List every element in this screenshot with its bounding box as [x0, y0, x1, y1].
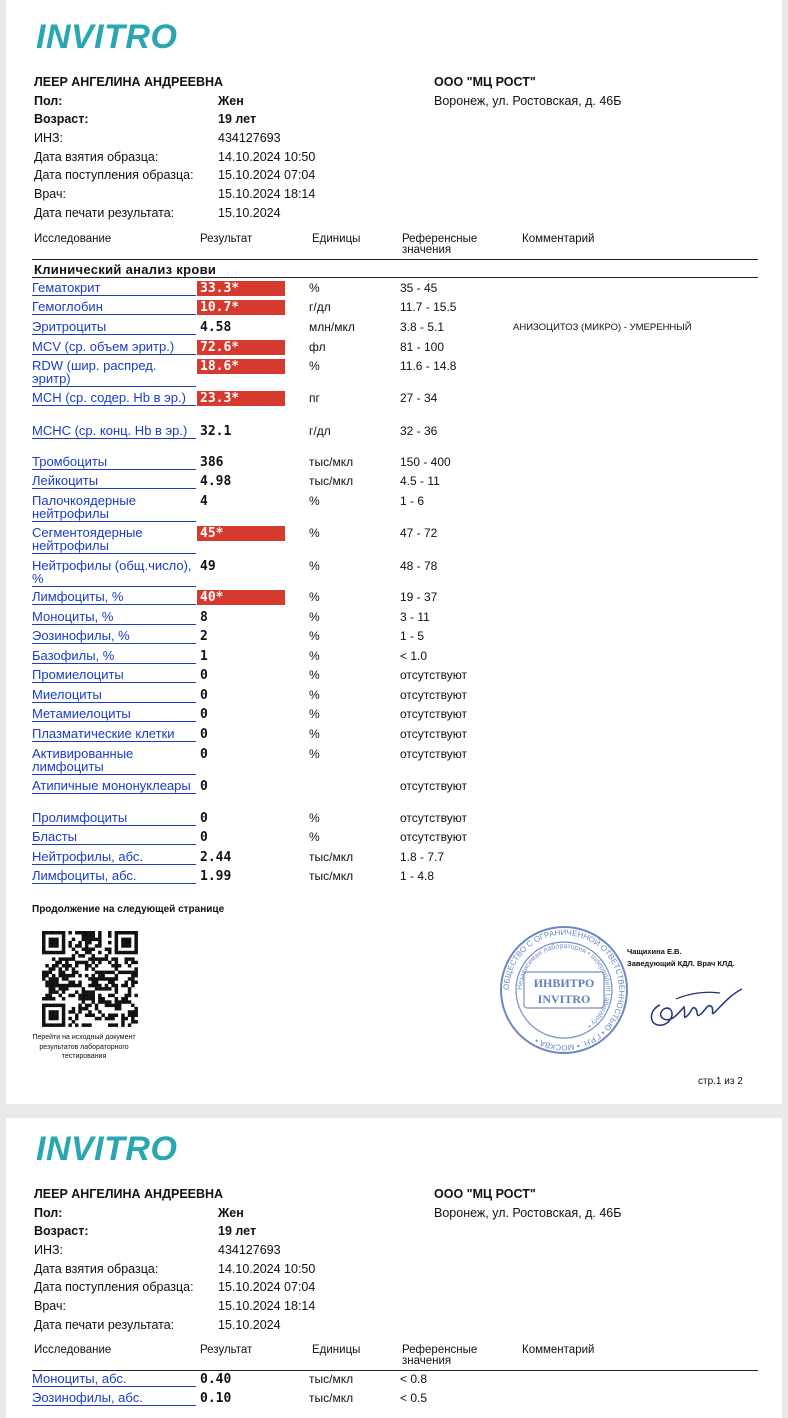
reference-range: отсутствуют — [400, 707, 467, 721]
stamp-title-latin: INVITRO — [537, 992, 591, 1006]
reference-range: отсутствуют — [400, 688, 467, 702]
result-value-abnormal: 10.7* — [197, 300, 285, 315]
result-value: 4 — [200, 494, 208, 509]
result-units: г/дл — [309, 424, 331, 438]
result-units: % — [309, 727, 320, 741]
invitro-logo: INVITRO — [36, 18, 178, 56]
reference-range: 32 - 36 — [400, 424, 438, 438]
handwritten-signature — [646, 975, 746, 1035]
test-name-link[interactable]: Пролимфоциты — [32, 811, 196, 826]
result-units: тыс/мкл — [309, 869, 354, 883]
test-name-link[interactable]: Сегментоядерные нейтрофилы — [32, 526, 196, 554]
qr-code[interactable] — [38, 927, 142, 1031]
field-value: Жен — [218, 94, 244, 108]
test-name-link[interactable]: Палочкоядерные нейтрофилы — [32, 494, 196, 522]
test-name-link[interactable]: Моноциты, абс. — [32, 1372, 196, 1387]
lab-address: Воронеж, ул. Ростовская, д. 46Б — [434, 1206, 622, 1220]
result-units: % — [309, 494, 320, 508]
header-study: Исследование — [34, 1344, 112, 1356]
test-name-link[interactable]: Бласты — [32, 830, 196, 845]
result-value: 0 — [200, 811, 208, 826]
result-value-abnormal: 23.3* — [197, 391, 285, 406]
test-name-link[interactable]: Эритроциты — [32, 320, 196, 335]
test-name-link[interactable]: Миелоциты — [32, 688, 196, 703]
field-value: 14.10.2024 10:50 — [218, 1262, 316, 1276]
reference-range: 1 - 4.8 — [400, 869, 435, 883]
stamp-inner-text: Независимая лаборатория • Independent Laboratory • — [516, 942, 612, 1030]
reference-range: < 0.8 — [400, 1372, 428, 1386]
result-value: 1 — [200, 649, 208, 664]
field-value: 434127693 — [218, 1243, 281, 1257]
reference-range: 81 - 100 — [400, 340, 445, 354]
field-label: Дата взятия образца: — [34, 1262, 159, 1276]
stamp-ring-text: ОБЩЕСТВО С ОГРАНИЧЕННОЙ ОТВЕТСТВЕННОСТЬЮ • Г.Р.Н. • МОСКВА • — [501, 927, 627, 1053]
test-name-link[interactable]: Базофилы, % — [32, 649, 196, 664]
test-name-link[interactable]: Лейкоциты — [32, 474, 196, 489]
result-units: % — [309, 649, 320, 663]
field-label: Пол: — [34, 94, 63, 108]
reference-range: 1 - 6 — [400, 494, 425, 508]
result-units: тыс/мкл — [309, 1391, 354, 1405]
test-name-link[interactable]: Эозинофилы, абс. — [32, 1391, 196, 1406]
result-units: тыс/мкл — [309, 455, 354, 469]
result-units: пг — [309, 391, 320, 405]
field-value: 15.10.2024 18:14 — [218, 1299, 316, 1313]
field-value: 15.10.2024 18:14 — [218, 187, 316, 201]
test-name-link[interactable]: MCV (ср. объем эритр.) — [32, 340, 196, 355]
result-value: 386 — [200, 455, 224, 470]
result-units: % — [309, 526, 320, 540]
result-value: 0.40 — [200, 1372, 232, 1387]
result-units: % — [309, 688, 320, 702]
result-units: млн/мкл — [309, 320, 355, 334]
field-value: 434127693 — [218, 131, 281, 145]
result-value: 32.1 — [200, 424, 232, 439]
reference-range: 19 - 37 — [400, 590, 438, 604]
patient-name: ЛЕЕР АНГЕЛИНА АНДРЕЕВНА — [34, 75, 224, 89]
field-label: Дата печати результата: — [34, 206, 175, 220]
reference-range: 48 - 78 — [400, 559, 438, 573]
test-name-link[interactable]: Эозинофилы, % — [32, 629, 196, 644]
result-units: % — [309, 281, 320, 295]
result-units: % — [309, 747, 320, 761]
field-label: Дата печати результата: — [34, 1318, 175, 1332]
reference-range: 27 - 34 — [400, 391, 438, 405]
reference-range: 3 - 11 — [400, 610, 430, 624]
test-name-link[interactable]: Метамиелоциты — [32, 707, 196, 722]
continued-note: Продолжение на следующей странице — [32, 904, 225, 915]
test-name-link[interactable]: Лимфоциты, абс. — [32, 869, 196, 884]
laboratory-stamp — [498, 924, 630, 1056]
result-value: 0 — [200, 668, 208, 683]
result-units: фл — [309, 340, 326, 354]
test-name-link[interactable]: Промиелоциты — [32, 668, 196, 683]
reference-range: 1 - 5 — [400, 629, 425, 643]
result-value-abnormal: 72.6* — [197, 340, 285, 355]
result-value: 0 — [200, 830, 208, 845]
header-reference: Референсные значения — [402, 1344, 478, 1367]
result-value: 0 — [200, 747, 208, 762]
result-value: 4.98 — [200, 474, 232, 489]
result-units: г/дл — [309, 300, 331, 314]
field-value: 19 лет — [218, 112, 257, 126]
result-value: 2 — [200, 629, 208, 644]
test-name-link[interactable]: Тромбоциты — [32, 455, 196, 470]
test-name-link[interactable]: Плазматические клетки — [32, 727, 196, 742]
test-name-link[interactable]: Гематокрит — [32, 281, 196, 296]
reference-range: 1.8 - 7.7 — [400, 850, 445, 864]
header-study: Исследование — [34, 233, 112, 245]
test-name-link[interactable]: Нейтрофилы, абс. — [32, 850, 196, 865]
reference-range: < 1.0 — [400, 649, 428, 663]
result-value: 0 — [200, 779, 208, 794]
field-label: ИНЗ: — [34, 131, 64, 145]
result-units: % — [309, 629, 320, 643]
field-label: Дата поступления образца: — [34, 168, 194, 182]
field-value: 14.10.2024 10:50 — [218, 150, 316, 164]
reference-range: отсутствуют — [400, 830, 467, 844]
lab-name: ООО "МЦ РОСТ" — [434, 75, 536, 89]
result-units: % — [309, 668, 320, 682]
test-name-link[interactable]: Гемоглобин — [32, 300, 196, 315]
report-page-1 — [6, 0, 782, 1104]
header-comment: Комментарий — [522, 233, 595, 245]
field-label: Врач: — [34, 187, 66, 201]
qr-caption: Перейти на исходный документ результатов лабораторного тестирования — [32, 1034, 136, 1060]
field-value: 15.10.2024 — [218, 1318, 281, 1332]
patient-name: ЛЕЕР АНГЕЛИНА АНДРЕЕВНА — [34, 1187, 224, 1201]
reference-range: 11.7 - 15.5 — [400, 300, 457, 314]
reference-range: отсутствуют — [400, 811, 467, 825]
lab-address: Воронеж, ул. Ростовская, д. 46Б — [434, 94, 622, 108]
reference-range: 4.5 - 11 — [400, 474, 440, 488]
header-result: Результат — [200, 1344, 253, 1356]
page-number: стр.1 из 2 — [698, 1076, 743, 1087]
result-units: % — [309, 811, 320, 825]
result-comment: АНИЗОЦИТОЗ (МИКРО) - УМЕРЕННЫЙ — [513, 322, 692, 333]
table-header-divider — [32, 259, 758, 260]
field-label: Дата поступления образца: — [34, 1280, 194, 1294]
result-units: % — [309, 707, 320, 721]
test-name-link[interactable]: Лимфоциты, % — [32, 590, 196, 605]
result-units: % — [309, 559, 320, 573]
test-name-link[interactable]: Нейтрофилы (общ.число), % — [32, 559, 196, 587]
field-value: 19 лет — [218, 1224, 257, 1238]
reference-range: отсутствуют — [400, 668, 467, 682]
field-value: 15.10.2024 07:04 — [218, 1280, 316, 1294]
result-value-abnormal: 18.6* — [197, 359, 285, 374]
invitro-logo: INVITRO — [36, 1130, 178, 1168]
result-units: % — [309, 610, 320, 624]
result-value: 0 — [200, 707, 208, 722]
reference-range: отсутствуют — [400, 747, 467, 761]
result-value: 4.58 — [200, 320, 232, 335]
stamp-title: ИНВИТРО — [533, 976, 595, 990]
result-value: 8 — [200, 610, 208, 625]
header-units: Единицы — [312, 1344, 361, 1356]
result-value: 49 — [200, 559, 216, 574]
result-value: 1.99 — [200, 869, 232, 884]
section-title: Клинический анализ крови — [34, 262, 217, 277]
test-name-link[interactable]: MCHC (ср. конц. Hb в эр.) — [32, 424, 196, 439]
reference-range: < 0.5 — [400, 1391, 428, 1405]
field-label: Возраст: — [34, 112, 89, 126]
field-label: Возраст: — [34, 1224, 89, 1238]
header-result: Результат — [200, 233, 253, 245]
result-value-abnormal: 45* — [197, 526, 285, 541]
field-label: Дата взятия образца: — [34, 150, 159, 164]
table-header-divider — [32, 1370, 758, 1371]
field-value: 15.10.2024 — [218, 206, 281, 220]
result-units: % — [309, 830, 320, 844]
result-value-abnormal: 40* — [197, 590, 285, 605]
reference-range: 47 - 72 — [400, 526, 438, 540]
result-units: тыс/мкл — [309, 474, 354, 488]
reference-range: 150 - 400 — [400, 455, 451, 469]
test-name-link[interactable]: Активированные лимфоциты — [32, 747, 196, 775]
field-value: 15.10.2024 07:04 — [218, 168, 316, 182]
result-value: 0 — [200, 688, 208, 703]
reference-range: отсутствуют — [400, 727, 467, 741]
signer-block — [627, 946, 735, 970]
reference-range: 11.6 - 14.8 — [400, 359, 457, 373]
test-name-link[interactable]: RDW (шир. распред. эритр) — [32, 359, 196, 387]
result-units: тыс/мкл — [309, 1372, 354, 1386]
field-value: Жен — [218, 1206, 244, 1220]
test-name-link[interactable]: Моноциты, % — [32, 610, 196, 625]
header-reference: Референсные значения — [402, 233, 478, 256]
result-value: 2.44 — [200, 850, 232, 865]
section-divider — [32, 277, 758, 278]
signer-name: Чащихина Е.В. — [627, 947, 682, 956]
test-name-link[interactable]: Атипичные мононуклеары — [32, 779, 196, 794]
reference-range: 3.8 - 5.1 — [400, 320, 445, 334]
result-units: тыс/мкл — [309, 850, 354, 864]
reference-range: отсутствуют — [400, 779, 467, 793]
header-units: Единицы — [312, 233, 361, 245]
result-units: % — [309, 590, 320, 604]
field-label: ИНЗ: — [34, 1243, 64, 1257]
report-page-2 — [6, 1118, 782, 1418]
test-name-link[interactable]: MCH (ср. содер. Hb в эр.) — [32, 391, 196, 406]
result-value: 0 — [200, 727, 208, 742]
result-value: 0.10 — [200, 1391, 232, 1406]
reference-range: 35 - 45 — [400, 281, 438, 295]
lab-name: ООО "МЦ РОСТ" — [434, 1187, 536, 1201]
field-label: Пол: — [34, 1206, 63, 1220]
signer-position: Заведующий КДЛ. Врач КЛД. — [627, 959, 735, 968]
field-label: Врач: — [34, 1299, 66, 1313]
result-units: % — [309, 359, 320, 373]
result-value-abnormal: 33.3* — [197, 281, 285, 296]
header-comment: Комментарий — [522, 1344, 595, 1356]
